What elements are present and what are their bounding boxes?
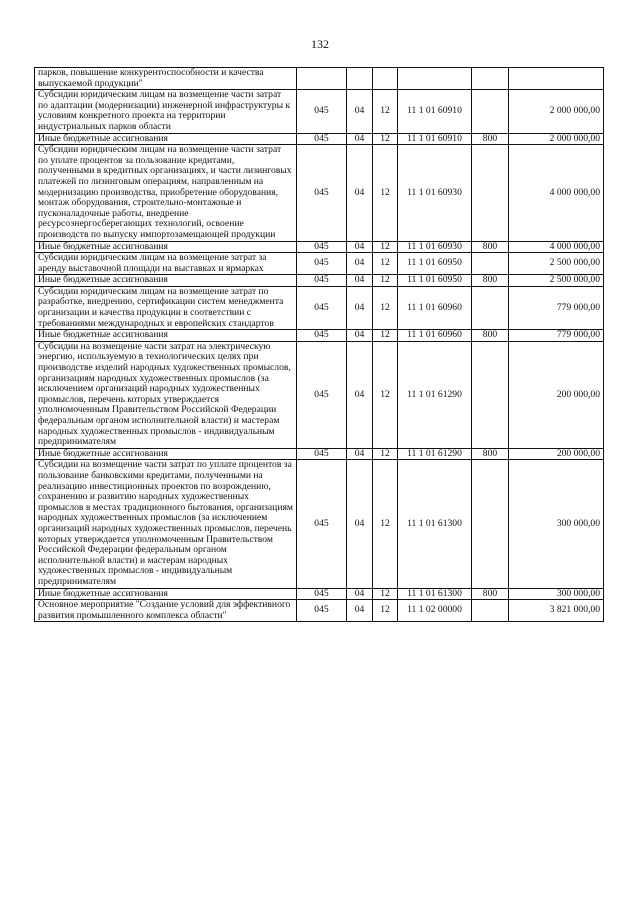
table-row: [35, 90, 604, 133]
row-name: Субсидии юридическим лицам на возмещение части затрат по уплате процентов за пользование кредитами, полученными в кредитных организациях, и части лизинговых платежей по лизинговым операциям, направленным на модернизацию производства, приобретение оборудования, монтаж оборудования, строительно-монтажные и пусконаладочные работы, внедрение ресурсоэнергосберегающих технологий, освоение производств по выпуску импортозамещающей продукции: [35, 145, 297, 241]
row-target-article: 11 1 01 60930: [398, 145, 472, 241]
row-razdel: 04: [347, 241, 373, 253]
row-expense-type: 800: [472, 448, 509, 460]
row-name: Иные бюджетные ассигнования: [35, 275, 297, 287]
row-target-article: 11 1 01 61290: [398, 341, 472, 448]
row-target-article: 11 1 01 60910: [398, 133, 472, 145]
row-podrazdel: 12: [373, 253, 398, 275]
row-amount: 779 000,00: [509, 330, 604, 342]
row-razdel: 04: [347, 133, 373, 145]
budget-table: [34, 67, 604, 622]
row-expense-type: [472, 600, 509, 622]
row-expense-type: 800: [472, 330, 509, 342]
row-podrazdel: 12: [373, 145, 398, 241]
table-row: [35, 341, 604, 448]
row-expense-type: [472, 90, 509, 133]
table-row: [35, 286, 604, 329]
row-expense-type: [472, 341, 509, 448]
row-vedomstvo: 045: [297, 341, 347, 448]
row-podrazdel: 12: [373, 341, 398, 448]
row-vedomstvo: 045: [297, 253, 347, 275]
row-podrazdel: [373, 68, 398, 90]
row-expense-type: [472, 286, 509, 329]
row-vedomstvo: 045: [297, 330, 347, 342]
row-amount: 200 000,00: [509, 448, 604, 460]
row-razdel: 04: [347, 330, 373, 342]
row-name: Иные бюджетные ассигнования: [35, 588, 297, 600]
row-amount: 300 000,00: [509, 588, 604, 600]
row-amount: 2 500 000,00: [509, 275, 604, 287]
table-row: [35, 460, 604, 588]
table-row: [35, 600, 604, 622]
row-podrazdel: 12: [373, 588, 398, 600]
row-razdel: 04: [347, 460, 373, 588]
row-amount: 779 000,00: [509, 286, 604, 329]
row-name: Иные бюджетные ассигнования: [35, 330, 297, 342]
row-vedomstvo: 045: [297, 448, 347, 460]
table-row: [35, 275, 604, 287]
row-razdel: 04: [347, 90, 373, 133]
row-vedomstvo: 045: [297, 600, 347, 622]
row-name: Субсидии юридическим лицам на возмещение затрат за аренду выставочной площади на выставках и ярмарках: [35, 253, 297, 275]
table-row: [35, 448, 604, 460]
row-amount: 2 000 000,00: [509, 90, 604, 133]
row-vedomstvo: 045: [297, 90, 347, 133]
page-number: 132: [311, 37, 329, 51]
row-razdel: 04: [347, 253, 373, 275]
row-vedomstvo: 045: [297, 145, 347, 241]
row-target-article: 11 1 02 00000: [398, 600, 472, 622]
row-podrazdel: 12: [373, 90, 398, 133]
row-name: Иные бюджетные ассигнования: [35, 241, 297, 253]
table-row: [35, 145, 604, 241]
row-name: Субсидии юридическим лицам на возмещение затрат по разработке, внедрению, сертификации систем менеджмента организации и качества продукции в соответствии с требованиями международных и европейских стандартов: [35, 286, 297, 329]
row-razdel: 04: [347, 588, 373, 600]
table-row: [35, 241, 604, 253]
row-podrazdel: 12: [373, 600, 398, 622]
row-amount: 2 500 000,00: [509, 253, 604, 275]
table-row: [35, 68, 604, 90]
row-razdel: [347, 68, 373, 90]
row-expense-type: 800: [472, 588, 509, 600]
row-podrazdel: 12: [373, 241, 398, 253]
row-expense-type: [472, 145, 509, 241]
table-row: [35, 588, 604, 600]
row-amount: 300 000,00: [509, 460, 604, 588]
row-vedomstvo: 045: [297, 133, 347, 145]
row-vedomstvo: [297, 68, 347, 90]
row-name: Иные бюджетные ассигнования: [35, 133, 297, 145]
row-target-article: 11 1 01 60960: [398, 286, 472, 329]
row-podrazdel: 12: [373, 448, 398, 460]
row-vedomstvo: 045: [297, 286, 347, 329]
row-amount: [509, 68, 604, 90]
row-target-article: [398, 68, 472, 90]
row-name: Основное мероприятие "Создание условий для эффективного развития промышленного комплекса области": [35, 600, 297, 622]
row-amount: 4 000 000,00: [509, 145, 604, 241]
row-vedomstvo: 045: [297, 275, 347, 287]
row-target-article: 11 1 01 60930: [398, 241, 472, 253]
row-target-article: 11 1 01 60960: [398, 330, 472, 342]
row-name: Субсидии юридическим лицам на возмещение части затрат по адаптации (модернизации) инженерной инфраструктуры к условиям конкретного проекта на территории индустриальных парков области: [35, 90, 297, 133]
row-name: Иные бюджетные ассигнования: [35, 448, 297, 460]
row-amount: 3 821 000,00: [509, 600, 604, 622]
row-razdel: 04: [347, 145, 373, 241]
row-razdel: 04: [347, 448, 373, 460]
row-name: парков, повышение конкурентоспособности и качества выпускаемой продукции": [35, 68, 297, 90]
row-expense-type: 800: [472, 133, 509, 145]
row-target-article: 11 1 01 61300: [398, 588, 472, 600]
row-vedomstvo: 045: [297, 460, 347, 588]
row-podrazdel: 12: [373, 330, 398, 342]
row-podrazdel: 12: [373, 460, 398, 588]
table-row: [35, 133, 604, 145]
row-amount: 2 000 000,00: [509, 133, 604, 145]
row-target-article: 11 1 01 60910: [398, 90, 472, 133]
row-name: Субсидии на возмещение части затрат по уплате процентов за пользование банковскими кредитами, полученными на реализацию инвестиционных проектов по возрождению, сохранению и развитию народных художественных промыслов в местах традиционного бытования, организациям народных художественных промыслов (за исключением организаций народных художественных промыслов, перечень которых утверждается уполномоченным Правительством Российской Федерации федеральным органом исполнительной власти) и мастерам народных художественных промыслов - индивидуальным предпринимателям: [35, 460, 297, 588]
table-row: [35, 330, 604, 342]
row-expense-type: 800: [472, 241, 509, 253]
row-expense-type: [472, 68, 509, 90]
row-expense-type: [472, 253, 509, 275]
row-vedomstvo: 045: [297, 588, 347, 600]
row-target-article: 11 1 01 60950: [398, 275, 472, 287]
row-name: Субсидии на возмещение части затрат на электрическую энергию, используемую в технологических целях при производстве изделий народных художественных промыслов, организациям народных художественных промыслов (за исключением организаций народных художественных промыслов, перечень которых утверждается уполномоченным Правительством Российской Федерации федеральным органом исполнительной власти) и мастерам народных художественных промыслов - индивидуальным предпринимателям: [35, 341, 297, 448]
row-amount: 4 000 000,00: [509, 241, 604, 253]
row-razdel: 04: [347, 286, 373, 329]
row-podrazdel: 12: [373, 275, 398, 287]
row-podrazdel: 12: [373, 133, 398, 145]
row-target-article: 11 1 01 61290: [398, 448, 472, 460]
table-row: [35, 253, 604, 275]
row-target-article: 11 1 01 61300: [398, 460, 472, 588]
row-razdel: 04: [347, 341, 373, 448]
row-target-article: 11 1 01 60950: [398, 253, 472, 275]
row-razdel: 04: [347, 600, 373, 622]
row-vedomstvo: 045: [297, 241, 347, 253]
row-expense-type: 800: [472, 275, 509, 287]
row-amount: 200 000,00: [509, 341, 604, 448]
row-podrazdel: 12: [373, 286, 398, 329]
row-razdel: 04: [347, 275, 373, 287]
row-expense-type: [472, 460, 509, 588]
